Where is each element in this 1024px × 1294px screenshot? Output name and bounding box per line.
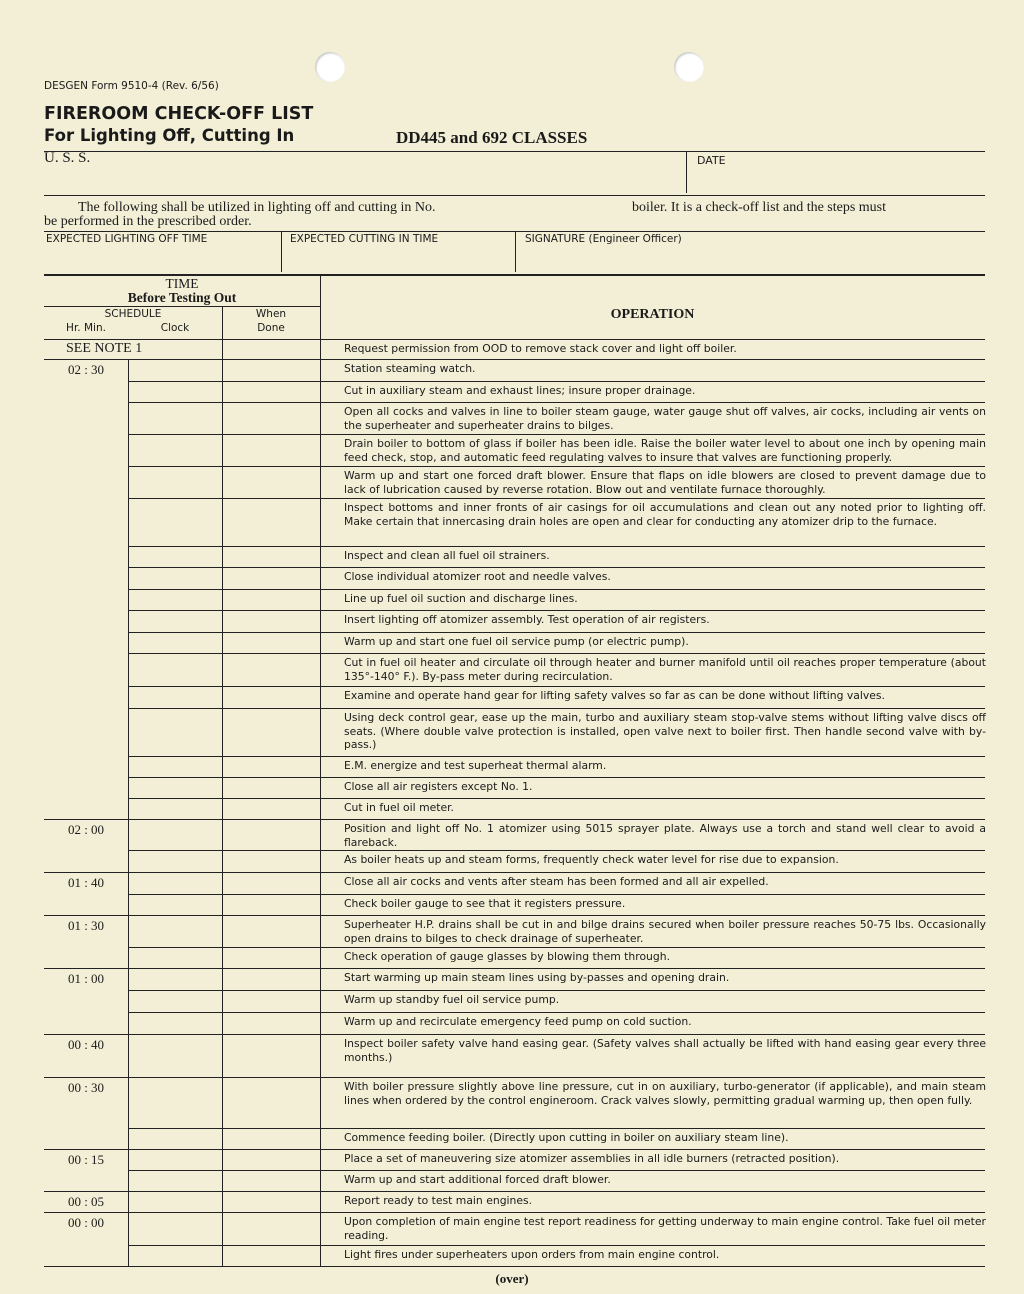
operation-text: Position and light off No. 1 atomizer using 5015 sprayer plate. Always use a torch and stand well clear to avoid a flareback. [344,822,986,849]
operation-text: Examine and operate hand gear for lifting safety valves so far as can be done without lifting valves. [344,689,885,702]
operation-text: Cut in fuel oil heater and circulate oil through heater and burner manifold until oil reaches proper temperature (about 135°-140° F.). By-pass meter during recirculation. [344,656,986,683]
operation-text: Upon completion of main engine test report readiness for getting underway to main engine control. Take fuel oil meter reading. [344,1215,986,1242]
operation-text: E.M. energize and test superheat thermal alarm. [344,759,607,772]
schedule-time: 00 : 15 [67,1152,105,1167]
ship-classes: DD445 and 692 CLASSES [396,128,588,147]
operation-text: With boiler pressure slightly above line pressure, cut in on auxiliary, turbo-generator (if applicable), and main steam lines when ordered by the control engineroom. Crack valves slowly, permitting gradual warming up, then open fully. [344,1080,986,1107]
operation-text: Inspect boiler safety valve hand easing gear. (Safety valves shall actually be lifted with hand easing gear every three months.) [344,1037,986,1064]
row-divider [44,1191,985,1192]
over-label: (over) [495,1271,529,1286]
operation-text: Warm up and start one fuel oil service pump (or electric pump). [344,635,689,648]
row-divider [128,402,985,403]
row-divider [128,1128,985,1129]
row-divider [128,589,985,590]
operation-text: Start warming up main steam lines using by-passes and opening drain. [344,971,730,984]
punch-hole-left [315,52,345,82]
operation-text: Close individual atomizer root and needle valves. [344,570,611,583]
operation-text: As boiler heats up and steam forms, frequently check water level for rise due to expansion. [344,853,839,866]
row-divider [44,1149,985,1150]
row-divider [44,819,985,820]
row-divider [128,498,985,499]
operation-text: Light fires under superheaters upon orders from main engine control. [344,1248,720,1261]
schedule-time: 01 : 30 [67,918,105,933]
schedule-time: 01 : 00 [67,971,105,986]
operation-text: Drain boiler to bottom of glass if boiler has been idle. Raise the boiler water level to about one inch by opening main feed check, stop, and automatic feed regulating valves to insure that valves are functioning properly. [344,437,986,464]
row-divider [128,1170,985,1171]
operation-text: Report ready to test main engines. [344,1194,533,1207]
row-divider [128,894,985,895]
operation-text: Request permission from OOD to remove stack cover and light off boiler. [344,342,737,355]
row-divider [128,708,985,709]
row-divider [44,1212,985,1213]
intro-text-part2: boiler. It is a check-off list and the steps must [632,200,887,215]
operation-text: Open all cocks and valves in line to boiler steam gauge, water gauge shut off valves, air cocks, including air vents on the superheater and superheater drains to bilges. [344,405,986,432]
when-header: When [255,308,287,320]
schedule-time: 00 : 40 [67,1037,105,1052]
operation-text: Check operation of gauge glasses by blowing them through. [344,950,671,963]
operation-text: Superheater H.P. drains shall be cut in and bilge drains secured when boiler pressure reaches 50-75 lbs. Occasionally open drains to bilges to check drainage of superheater. [344,918,986,945]
operation-text: Station steaming watch. [344,362,476,375]
signature-label: SIGNATURE (Engineer Officer) [525,233,682,245]
date-label: DATE [697,154,726,167]
form-number: DESGEN Form 9510-4 (Rev. 6/56) [44,80,219,92]
schedule-time: 00 : 30 [67,1080,105,1095]
row-divider [44,872,985,873]
punch-hole-right [674,52,704,82]
row-divider [128,990,985,991]
row-divider [128,798,985,799]
schedule-time: 00 : 05 [67,1194,105,1209]
time-header: TIME [165,276,199,291]
operation-text: Cut in fuel oil meter. [344,801,454,814]
schedule-header: SCHEDULE [104,308,162,320]
row-divider [44,1034,985,1035]
form-title: FIREROOM CHECK-OFF LIST [44,104,314,124]
row-divider [128,632,985,633]
row-divider [128,777,985,778]
operation-text: Close all air registers except No. 1. [344,780,533,793]
row-divider [128,947,985,948]
operation-text: Line up fuel oil suction and discharge lines. [344,592,578,605]
row-divider [44,915,985,916]
schedule-time: 00 : 00 [67,1215,105,1230]
row-divider [128,1245,985,1246]
see-note-label: SEE NOTE 1 [66,341,143,356]
expected-cutting-in-label: EXPECTED CUTTING IN TIME [290,233,439,245]
row-divider [44,1077,985,1078]
row-divider [44,359,985,360]
operation-header: OPERATION [610,307,695,322]
operation-text: Inspect and clean all fuel oil strainers. [344,549,550,562]
row-divider [128,610,985,611]
hr-min-header: Hr. Min. [66,322,106,334]
before-testing-out-header: Before Testing Out [127,290,237,305]
operation-text: Warm up and start one forced draft blower. Ensure that flaps on idle blowers are closed to prevent damage due to lack of lubrication caused by reverse rotation. Blow out and ventilate furnace thoroughly. [344,469,986,496]
row-divider [128,466,985,467]
row-divider [128,381,985,382]
row-divider [128,567,985,568]
operation-text: Warm up and start additional forced draft blower. [344,1173,611,1186]
operation-text: Commence feeding boiler. (Directly upon cutting in boiler on auxiliary steam line). [344,1131,789,1144]
uss-label: U. S. S. [44,150,91,166]
schedule-time: 01 : 40 [67,875,105,890]
row-divider [128,434,985,435]
row-divider [128,756,985,757]
operation-text: Close all air cocks and vents after steam has been formed and all air expelled. [344,875,769,888]
row-divider [128,850,985,851]
expected-lighting-off-label: EXPECTED LIGHTING OFF TIME [46,233,208,245]
operation-text: Cut in auxiliary steam and exhaust lines; insure proper drainage. [344,384,696,397]
operation-text: Inspect bottoms and inner fronts of air casings for oil accumulations and clean out any noted prior to lighting off. Make certain that innercasing drain holes are open and clear for conducting any atomizer drip to the furnace. [344,501,986,528]
row-divider [128,1012,985,1013]
operation-text: Insert lighting off atomizer assembly. Test operation of air registers. [344,613,710,626]
intro-text-part1: The following shall be utilized in lighting off and cutting in No. [78,200,436,215]
clock-header: Clock [160,322,190,334]
schedule-time: 02 : 30 [67,362,105,377]
operation-text: Place a set of maneuvering size atomizer assemblies in all idle burners (retracted position). [344,1152,840,1165]
row-divider [44,968,985,969]
row-divider [128,546,985,547]
row-divider [128,686,985,687]
intro-text-line2: be performed in the prescribed order. [44,214,252,229]
row-divider [128,653,985,654]
operation-text: Warm up and recirculate emergency feed pump on cold suction. [344,1015,692,1028]
operation-text: Warm up standby fuel oil service pump. [344,993,560,1006]
operation-text: Check boiler gauge to see that it registers pressure. [344,897,626,910]
operation-text: Using deck control gear, ease up the main, turbo and auxiliary steam stop-valve stems without lifting valve discs off seats. (Where double valve protection is installed, open valve next to boiler first. Then handle second valve with by-pass.) [344,711,986,751]
done-header: Done [257,322,285,334]
schedule-time: 02 : 00 [67,822,105,837]
form-subtitle: For Lighting Off, Cutting In [44,126,295,145]
